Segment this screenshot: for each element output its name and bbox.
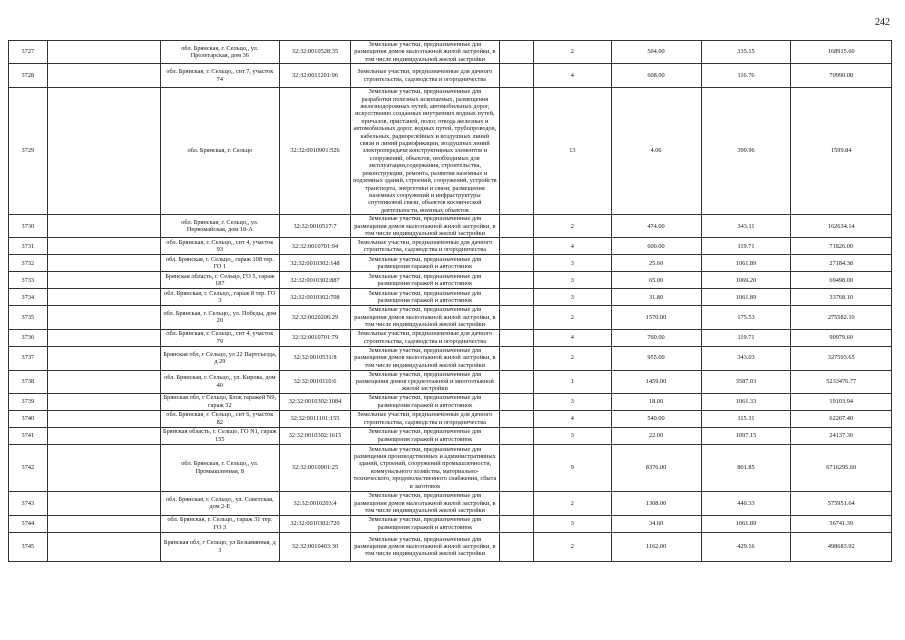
cell-cadastral-value: 33768.10 bbox=[791, 289, 892, 306]
table-row bbox=[9, 410, 892, 427]
cell-empty bbox=[47, 346, 160, 370]
cell-land-use: Земельные участки, предназначенные для размещения домов среднеэтажной и многоэтажной жилой застройки bbox=[351, 370, 500, 393]
cell-address: обл. Брянская, г. Сельцо bbox=[160, 88, 279, 215]
cell-use-group: 3 bbox=[534, 289, 611, 306]
cell-land-use: Земельные участки, предназначенные для размещения гаражей и автостоянок bbox=[351, 427, 500, 444]
cell-empty bbox=[47, 329, 160, 346]
cell-spacer bbox=[499, 272, 534, 289]
cell-specific-value: 175.53 bbox=[701, 306, 791, 329]
cell-address: Брянская область, г. Сельцо, ГО N1, гараж 155 bbox=[160, 427, 279, 444]
cell-number: 3742 bbox=[9, 444, 48, 491]
cell-area: 34.60 bbox=[611, 515, 701, 532]
cell-area: 1570.00 bbox=[611, 306, 701, 329]
cell-number: 3734 bbox=[9, 289, 48, 306]
table-row bbox=[9, 255, 892, 272]
cell-specific-value: 429.16 bbox=[701, 532, 791, 561]
cell-cadastral-number: 32:32:0010517:7 bbox=[279, 215, 350, 238]
cell-specific-value: 801.85 bbox=[701, 444, 791, 491]
cell-number: 3741 bbox=[9, 427, 48, 444]
cell-spacer bbox=[499, 427, 534, 444]
cell-specific-value: 119.71 bbox=[701, 329, 791, 346]
cell-empty bbox=[47, 427, 160, 444]
cell-cadastral-value: 5233476.77 bbox=[791, 370, 892, 393]
cell-specific-value: 1097.15 bbox=[701, 427, 791, 444]
cell-cadastral-number: 32:32:0010901:25 bbox=[279, 444, 350, 491]
cell-empty bbox=[47, 238, 160, 255]
cell-empty bbox=[47, 491, 160, 515]
cell-cadastral-value: 19103.94 bbox=[791, 393, 892, 410]
cell-address: Брянская обл, г Сельцо, ул 22 Партсъезда, д 29 bbox=[160, 346, 279, 370]
cell-address: обл. Брянская, г. Сельцо,, ул. Советская, дом 2-Е bbox=[160, 491, 279, 515]
cell-use-group: 4 bbox=[534, 329, 611, 346]
cell-land-use: Земельные участки, предназначенные для дачного строительства, садоводства и огородничества bbox=[351, 64, 500, 88]
cell-number: 3727 bbox=[9, 41, 48, 64]
cell-empty bbox=[47, 255, 160, 272]
cell-land-use: Земельные участки, предназначенные для дачного строительства, садоводства и огородничества bbox=[351, 238, 500, 255]
table-row bbox=[9, 370, 892, 393]
cell-spacer bbox=[499, 238, 534, 255]
table-row bbox=[9, 215, 892, 238]
cell-specific-value: 343.03 bbox=[701, 346, 791, 370]
cell-cadastral-value: 162634.14 bbox=[791, 215, 892, 238]
cell-empty bbox=[47, 272, 160, 289]
cell-cadastral-number: 32:32:0010302:708 bbox=[279, 289, 350, 306]
cell-cadastral-value: 24137.30 bbox=[791, 427, 892, 444]
cell-empty bbox=[47, 306, 160, 329]
table-row bbox=[9, 346, 892, 370]
cell-number: 3731 bbox=[9, 238, 48, 255]
cell-specific-value: 440.33 bbox=[701, 491, 791, 515]
cell-use-group: 2 bbox=[534, 41, 611, 64]
cell-area: 1459.00 bbox=[611, 370, 701, 393]
cell-use-group: 3 bbox=[534, 272, 611, 289]
table-row bbox=[9, 88, 892, 215]
cell-use-group: 9 bbox=[534, 444, 611, 491]
cell-address: обл. Брянская, г. Сельцо,, снт 7, участок 74 bbox=[160, 64, 279, 88]
cell-use-group: 4 bbox=[534, 64, 611, 88]
cell-address: Брянская обл, г Сельцо, Блок гаражей N9, гараж 32 bbox=[160, 393, 279, 410]
cell-number: 3740 bbox=[9, 410, 48, 427]
cell-area: 600.00 bbox=[611, 238, 701, 255]
cell-cadastral-value: 36741.39 bbox=[791, 515, 892, 532]
cell-cadastral-number: 32:32:0011201:96 bbox=[279, 64, 350, 88]
cell-number: 3739 bbox=[9, 393, 48, 410]
cell-spacer bbox=[499, 346, 534, 370]
cell-number: 3737 bbox=[9, 346, 48, 370]
cell-address: обл. Брянская, г. Сельцо,, ул. Промышленная, 8 bbox=[160, 444, 279, 491]
cell-empty bbox=[47, 88, 160, 215]
cell-cadastral-number: 32:32:0010203:4 bbox=[279, 491, 350, 515]
cell-specific-value: 335.15 bbox=[701, 41, 791, 64]
cell-empty bbox=[47, 370, 160, 393]
cell-specific-value: 1061.89 bbox=[701, 515, 791, 532]
cell-area: 4.00 bbox=[611, 88, 701, 215]
cell-cadastral-value: 498683.92 bbox=[791, 532, 892, 561]
cell-cadastral-number: 32:32:0011101:155 bbox=[279, 410, 350, 427]
cell-specific-value: 1061.89 bbox=[701, 289, 791, 306]
cell-cadastral-number: 32:32:0010110:6 bbox=[279, 370, 350, 393]
cell-spacer bbox=[499, 444, 534, 491]
cell-cadastral-value: 1599.84 bbox=[791, 88, 892, 215]
table-body bbox=[9, 41, 892, 562]
page-number: 242 bbox=[875, 17, 890, 28]
cell-area: 22.00 bbox=[611, 427, 701, 444]
cell-specific-value: 119.71 bbox=[701, 238, 791, 255]
cell-use-group: 4 bbox=[534, 410, 611, 427]
cell-specific-value: 1061.33 bbox=[701, 393, 791, 410]
cell-number: 3744 bbox=[9, 515, 48, 532]
cell-area: 760.00 bbox=[611, 329, 701, 346]
cell-cadastral-value: 90979.60 bbox=[791, 329, 892, 346]
cell-area: 8376.00 bbox=[611, 444, 701, 491]
cell-number: 3745 bbox=[9, 532, 48, 561]
cell-address: обл. Брянская, г. Сельцо,, гараж 8 тер. ГО 3 bbox=[160, 289, 279, 306]
land-registry-table bbox=[8, 40, 892, 562]
cell-address: обл. Брянская, г. Сельцо,, ул. Первомайская, дом 18-А bbox=[160, 215, 279, 238]
cell-empty bbox=[47, 393, 160, 410]
cell-spacer bbox=[499, 306, 534, 329]
cell-address: обл. Брянская, г. Сельцо,, гараж 31 тер. ГО 3 bbox=[160, 515, 279, 532]
cell-cadastral-value: 327593.65 bbox=[791, 346, 892, 370]
cell-land-use: Земельные участки, предназначенные для размещения гаражей и автостоянок bbox=[351, 289, 500, 306]
cell-specific-value: 115.31 bbox=[701, 410, 791, 427]
cell-cadastral-number: 32:32:0010403:30 bbox=[279, 532, 350, 561]
cell-land-use: Земельные участки, предназначенные для дачного строительства, садоводства и огородничества bbox=[351, 410, 500, 427]
cell-number: 3735 bbox=[9, 306, 48, 329]
cell-address: Брянская обл, г Сельцо, ул Безымянная, д 3 bbox=[160, 532, 279, 561]
cell-cadastral-value: 70990.08 bbox=[791, 64, 892, 88]
table-row bbox=[9, 427, 892, 444]
cell-spacer bbox=[499, 215, 534, 238]
cell-use-group: 2 bbox=[534, 306, 611, 329]
cell-land-use: Земельные участки, предназначенные для размещения гаражей и автостоянок bbox=[351, 393, 500, 410]
cell-area: 18.00 bbox=[611, 393, 701, 410]
cell-number: 3728 bbox=[9, 64, 48, 88]
table-row bbox=[9, 491, 892, 515]
cell-land-use: Земельные участки, предназначенные для размещения домов малоэтажной жилой застройки, в том числе индивидуальной жилой застройки bbox=[351, 41, 500, 64]
table-row bbox=[9, 64, 892, 88]
cell-address: обл. Брянская, г. Сельцо,, снт 4, участок 93 bbox=[160, 238, 279, 255]
cell-area: 65.00 bbox=[611, 272, 701, 289]
cell-number: 3730 bbox=[9, 215, 48, 238]
cell-empty bbox=[47, 215, 160, 238]
cell-specific-value: 116.76 bbox=[701, 64, 791, 88]
cell-land-use: Земельные участки, предназначенные для размещения домов малоэтажной жилой застройки, в том числе индивидуальной жилой застройки bbox=[351, 215, 500, 238]
cell-land-use: Земельные участки, предназначенные для размещения гаражей и автостоянок bbox=[351, 255, 500, 272]
cell-area: 504.00 bbox=[611, 41, 701, 64]
cell-number: 3743 bbox=[9, 491, 48, 515]
cell-area: 1162.00 bbox=[611, 532, 701, 561]
cell-spacer bbox=[499, 64, 534, 88]
cell-cadastral-value: 62267.40 bbox=[791, 410, 892, 427]
cell-land-use: Земельные участки, предназначенные для размещения домов малоэтажной жилой застройки, в том числе индивидуальной жилой застройки bbox=[351, 346, 500, 370]
cell-number: 3733 bbox=[9, 272, 48, 289]
cell-use-group: 2 bbox=[534, 491, 611, 515]
cell-spacer bbox=[499, 41, 534, 64]
cell-area: 540.00 bbox=[611, 410, 701, 427]
cell-cadastral-number: 32:32:0010701:94 bbox=[279, 238, 350, 255]
cell-empty bbox=[47, 289, 160, 306]
cell-land-use: Земельные участки, предназначенные для размещения производственных и административных зданий, строений, сооружений промышленности, коммунального хозяйства, материально-технического, продовольственного снабжения, сбыта и заготовок bbox=[351, 444, 500, 491]
cell-address: обл. Брянская, г. Сельцо,, гараж 108 тер. ГО 1 bbox=[160, 255, 279, 272]
cell-specific-value: 399.96 bbox=[701, 88, 791, 215]
cell-address: обл. Брянская, г. Сельцо,, ул. Победы, дом 20 bbox=[160, 306, 279, 329]
cell-cadastral-value: 575951.64 bbox=[791, 491, 892, 515]
cell-land-use: Земельные участки, предназначенные для дачного строительства, садоводства и огородничества bbox=[351, 329, 500, 346]
table-row bbox=[9, 289, 892, 306]
cell-address: обл. Брянская, г. Сельцо,, снт 6, участок 82 bbox=[160, 410, 279, 427]
cell-cadastral-value: 69498.00 bbox=[791, 272, 892, 289]
cell-spacer bbox=[499, 393, 534, 410]
cell-empty bbox=[47, 515, 160, 532]
cell-empty bbox=[47, 444, 160, 491]
cell-land-use: Земельные участки, предназначенные для размещения гаражей и автостоянок bbox=[351, 272, 500, 289]
cell-specific-value: 1069.20 bbox=[701, 272, 791, 289]
cell-empty bbox=[47, 532, 160, 561]
table-row bbox=[9, 515, 892, 532]
cell-cadastral-value: 6716295.60 bbox=[791, 444, 892, 491]
cell-spacer bbox=[499, 88, 534, 215]
cell-use-group: 2 bbox=[534, 346, 611, 370]
cell-cadastral-value: 71826.00 bbox=[791, 238, 892, 255]
cell-address: обл. Брянская, г. Сельцо,, ул. Пролетарская, дом 36 bbox=[160, 41, 279, 64]
table-row bbox=[9, 272, 892, 289]
cell-use-group: 3 bbox=[534, 255, 611, 272]
cell-empty bbox=[47, 64, 160, 88]
cell-area: 25.60 bbox=[611, 255, 701, 272]
cell-use-group: 4 bbox=[534, 238, 611, 255]
cell-spacer bbox=[499, 255, 534, 272]
cell-cadastral-value: 168915.60 bbox=[791, 41, 892, 64]
cell-number: 3736 bbox=[9, 329, 48, 346]
cell-spacer bbox=[499, 491, 534, 515]
cell-use-group: 13 bbox=[534, 88, 611, 215]
cell-specific-value: 343.11 bbox=[701, 215, 791, 238]
cell-number: 3738 bbox=[9, 370, 48, 393]
cell-spacer bbox=[499, 289, 534, 306]
cell-use-group: 2 bbox=[534, 215, 611, 238]
cell-cadastral-number: 32:32:0010302:887 bbox=[279, 272, 350, 289]
cell-cadastral-value: 27184.38 bbox=[791, 255, 892, 272]
cell-cadastral-number: 32:32:0010302:720 bbox=[279, 515, 350, 532]
cell-cadastral-number: 32:32:0010302:1615 bbox=[279, 427, 350, 444]
cell-area: 474.00 bbox=[611, 215, 701, 238]
cell-use-group: 2 bbox=[534, 532, 611, 561]
table-row bbox=[9, 329, 892, 346]
table-row bbox=[9, 393, 892, 410]
table-row bbox=[9, 41, 892, 64]
cell-cadastral-number: 32:32:0010302:1084 bbox=[279, 393, 350, 410]
table-row bbox=[9, 532, 892, 561]
cell-area: 31.80 bbox=[611, 289, 701, 306]
cell-address: обл. Брянская, г. Сельцо,, снт 4, участок 79 bbox=[160, 329, 279, 346]
cell-specific-value: 3587.03 bbox=[701, 370, 791, 393]
cell-land-use: Земельные участки, предназначенные для размещения гаражей и автостоянок bbox=[351, 515, 500, 532]
cell-empty bbox=[47, 41, 160, 64]
cell-spacer bbox=[499, 532, 534, 561]
cell-spacer bbox=[499, 515, 534, 532]
cell-land-use: Земельные участки, предназначенные для размещения домов малоэтажной жилой застройки, в том числе индивидуальной жилой застройки bbox=[351, 532, 500, 561]
cell-address: обл. Брянская, г. Сельцо,, ул. Кирова, дом 40 bbox=[160, 370, 279, 393]
cell-spacer bbox=[499, 329, 534, 346]
cell-cadastral-value: 275582.10 bbox=[791, 306, 892, 329]
cell-use-group: 1 bbox=[534, 370, 611, 393]
cell-cadastral-number: 32:32:0010531:8 bbox=[279, 346, 350, 370]
cell-number: 3732 bbox=[9, 255, 48, 272]
cell-cadastral-number: 32:32:0010701:79 bbox=[279, 329, 350, 346]
cell-spacer bbox=[499, 370, 534, 393]
cell-number: 3729 bbox=[9, 88, 48, 215]
table-row bbox=[9, 444, 892, 491]
cell-spacer bbox=[499, 410, 534, 427]
table-row bbox=[9, 306, 892, 329]
cell-use-group: 3 bbox=[534, 515, 611, 532]
cell-use-group: 3 bbox=[534, 427, 611, 444]
cell-land-use: Земельные участки, предназначенные для размещения домов малоэтажной жилой застройки, в том числе индивидуальной жилой застройки bbox=[351, 491, 500, 515]
cell-cadastral-number: 32:32:0010901:526 bbox=[279, 88, 350, 215]
cell-address: Брянская область, г. Сельцо, ГО 5, гараж 187 bbox=[160, 272, 279, 289]
cell-area: 955.00 bbox=[611, 346, 701, 370]
cell-empty bbox=[47, 410, 160, 427]
cell-cadastral-number: 32:32:0010528:35 bbox=[279, 41, 350, 64]
cell-land-use: Земельные участки, предназначенные для размещения домов малоэтажной жилой застройки, в том числе индивидуальной жилой застройки bbox=[351, 306, 500, 329]
cell-cadastral-number: 32:32:0010302:148 bbox=[279, 255, 350, 272]
cell-specific-value: 1061.89 bbox=[701, 255, 791, 272]
cell-area: 608.00 bbox=[611, 64, 701, 88]
cell-use-group: 3 bbox=[534, 393, 611, 410]
cell-land-use: Земельные участки, предназначенные для разработки полезных ископаемых, размещения железнодорожных путей, автомобильных дорог, искусственно созданных внутренних водных путей, причалов, пристаней, полос отвода железных и автомобильных дорог, водных путей, трубопроводов, кабельных, радиорелейных и воздушных линий связи и линий радиофикации, воздушных линий электропередачи конструктивных элементов и сооружений, объектов, необходимых для эксплуатации,содержания, строительства, реконструкции, ремонта, развития наземных и подземных зданий, строений, сооружений, устройств транспорта, энергетики и связи; размещения наземных сооружений и инфраструктуры спутниковой связи, объектов космической деятельности, военных объектов bbox=[351, 88, 500, 215]
cell-area: 1308.00 bbox=[611, 491, 701, 515]
cell-cadastral-number: 32:32:0020206:29 bbox=[279, 306, 350, 329]
table-row bbox=[9, 238, 892, 255]
